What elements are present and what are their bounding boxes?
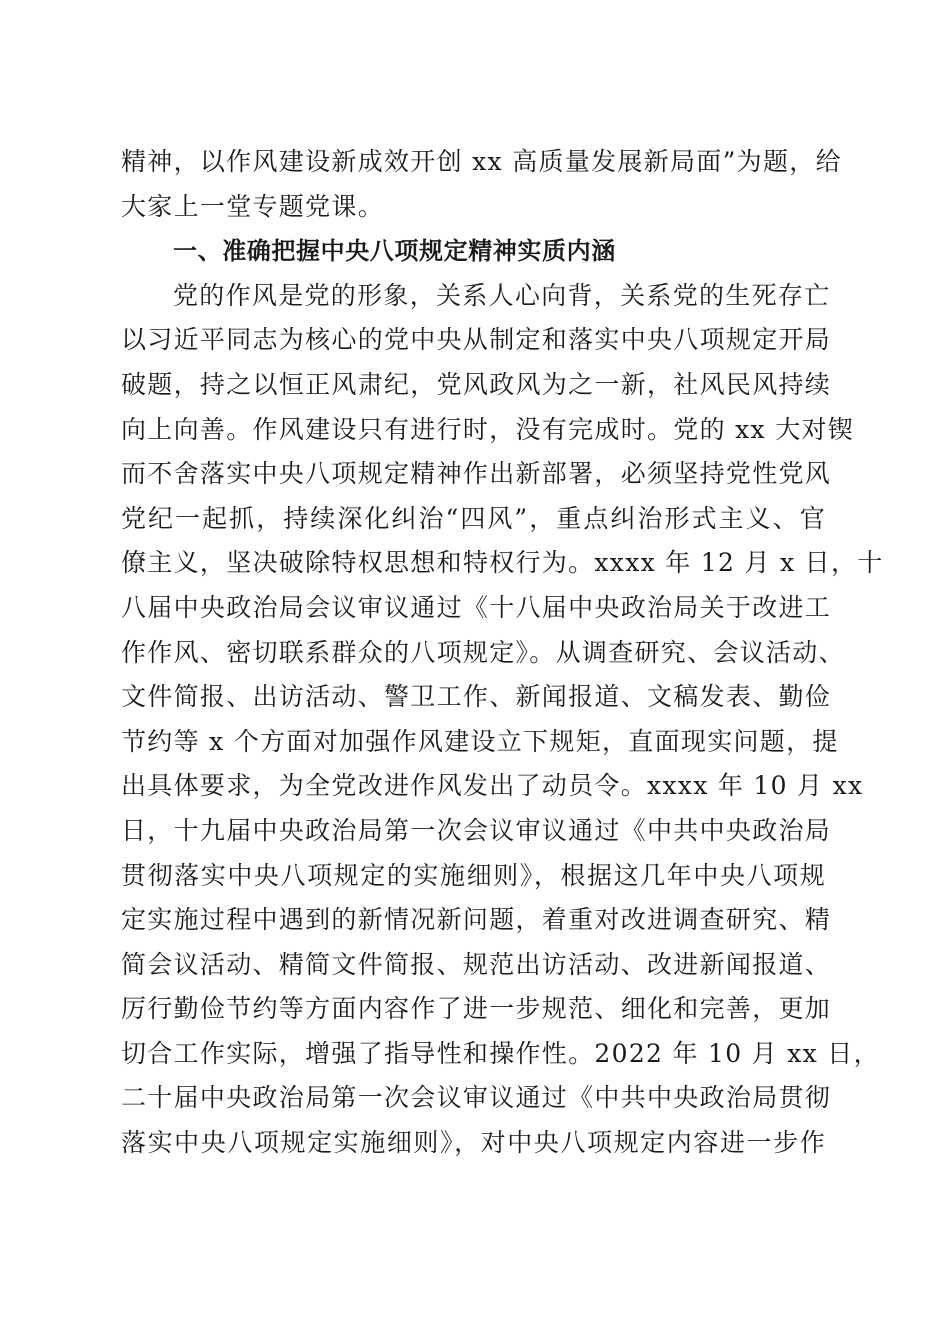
paragraph-line-11: 节约等 x 个方面对加强作风建设立下规矩，直面现实问题，提 — [121, 726, 839, 756]
paragraph-line-14: 贯彻落实中央八项规定的实施细则》，根据这几年中央八项规 — [121, 860, 826, 890]
paragraph-line-13: 日，十九届中央政治局第一次会议审议通过《中共中央政治局 — [121, 815, 832, 845]
paragraph-line-20: 落实中央八项规定实施细则》，对中央八项规定内容进一步作 — [121, 1128, 826, 1158]
paragraph-line-19: 二十届中央政治局第一次会议审议通过《中共中央政治局贯彻 — [121, 1083, 832, 1113]
paragraph-line-15: 定实施过程中遇到的新情况新问题，着重对改进调查研究、精 — [121, 905, 832, 935]
paragraph-line-18: 切合工作实际，增强了指导性和操作性。2022 年 10 月 xx 日， — [121, 1038, 880, 1068]
paragraph-line-5: 而不舍落实中央八项规定精神作出新部署，必须坚持党性党风 — [121, 459, 832, 489]
paragraph-line-17: 厉行勤俭节约等方面内容作了进一步规范、细化和完善，更加 — [121, 994, 832, 1024]
document-body — [121, 140, 884, 1166]
paragraph-line-4: 向上向善。作风建设只有进行时，没有完成时。党的 xx 大对锲 — [121, 414, 855, 444]
paragraph-line-8: 八届中央政治局会议审议通过《十八届中央政治局关于改进工 — [121, 592, 832, 622]
paragraph-line-12: 出具体要求，为全党改进作风发出了动员令。xxxx 年 10 月 xx — [121, 771, 864, 801]
section-heading: 一、准确把握中央八项规定精神实质内涵 — [173, 237, 616, 266]
paragraph-line-10: 文件简报、出访活动、警卫工作、新闻报道、文稿发表、勤俭 — [121, 682, 832, 712]
intro-line-2: 大家上一堂专题党课。 — [121, 191, 385, 221]
paragraph-line-6: 党纪一起抓，持续深化纠治“四风”，重点纠治形式主义、官 — [121, 503, 826, 533]
paragraph-line-2: 以习近平同志为核心的党中央从制定和落实中央八项规定开局 — [121, 325, 832, 355]
intro-line-1: 精神，以作风建设新成效开创 xx 高质量发展新局面”为题，给 — [121, 147, 842, 176]
paragraph-line-7: 僚主义，坚决破除特权思想和特权行为。xxxx 年 12 月 x 日，十 — [121, 548, 884, 578]
paragraph-line-1: 党的作风是党的形象，关系人心向背，关系党的生死存亡 — [173, 280, 831, 310]
paragraph-line-16: 简会议活动、精简文件简报、规范出访活动、改进新闻报道、 — [121, 949, 832, 979]
paragraph-line-9: 作作风、密切联系群众的八项规定》。从调查研究、会议活动、 — [121, 637, 845, 667]
paragraph-line-3: 破题，持之以恒正风肃纪，党风政风为之一新，社风民风持续 — [121, 369, 832, 399]
